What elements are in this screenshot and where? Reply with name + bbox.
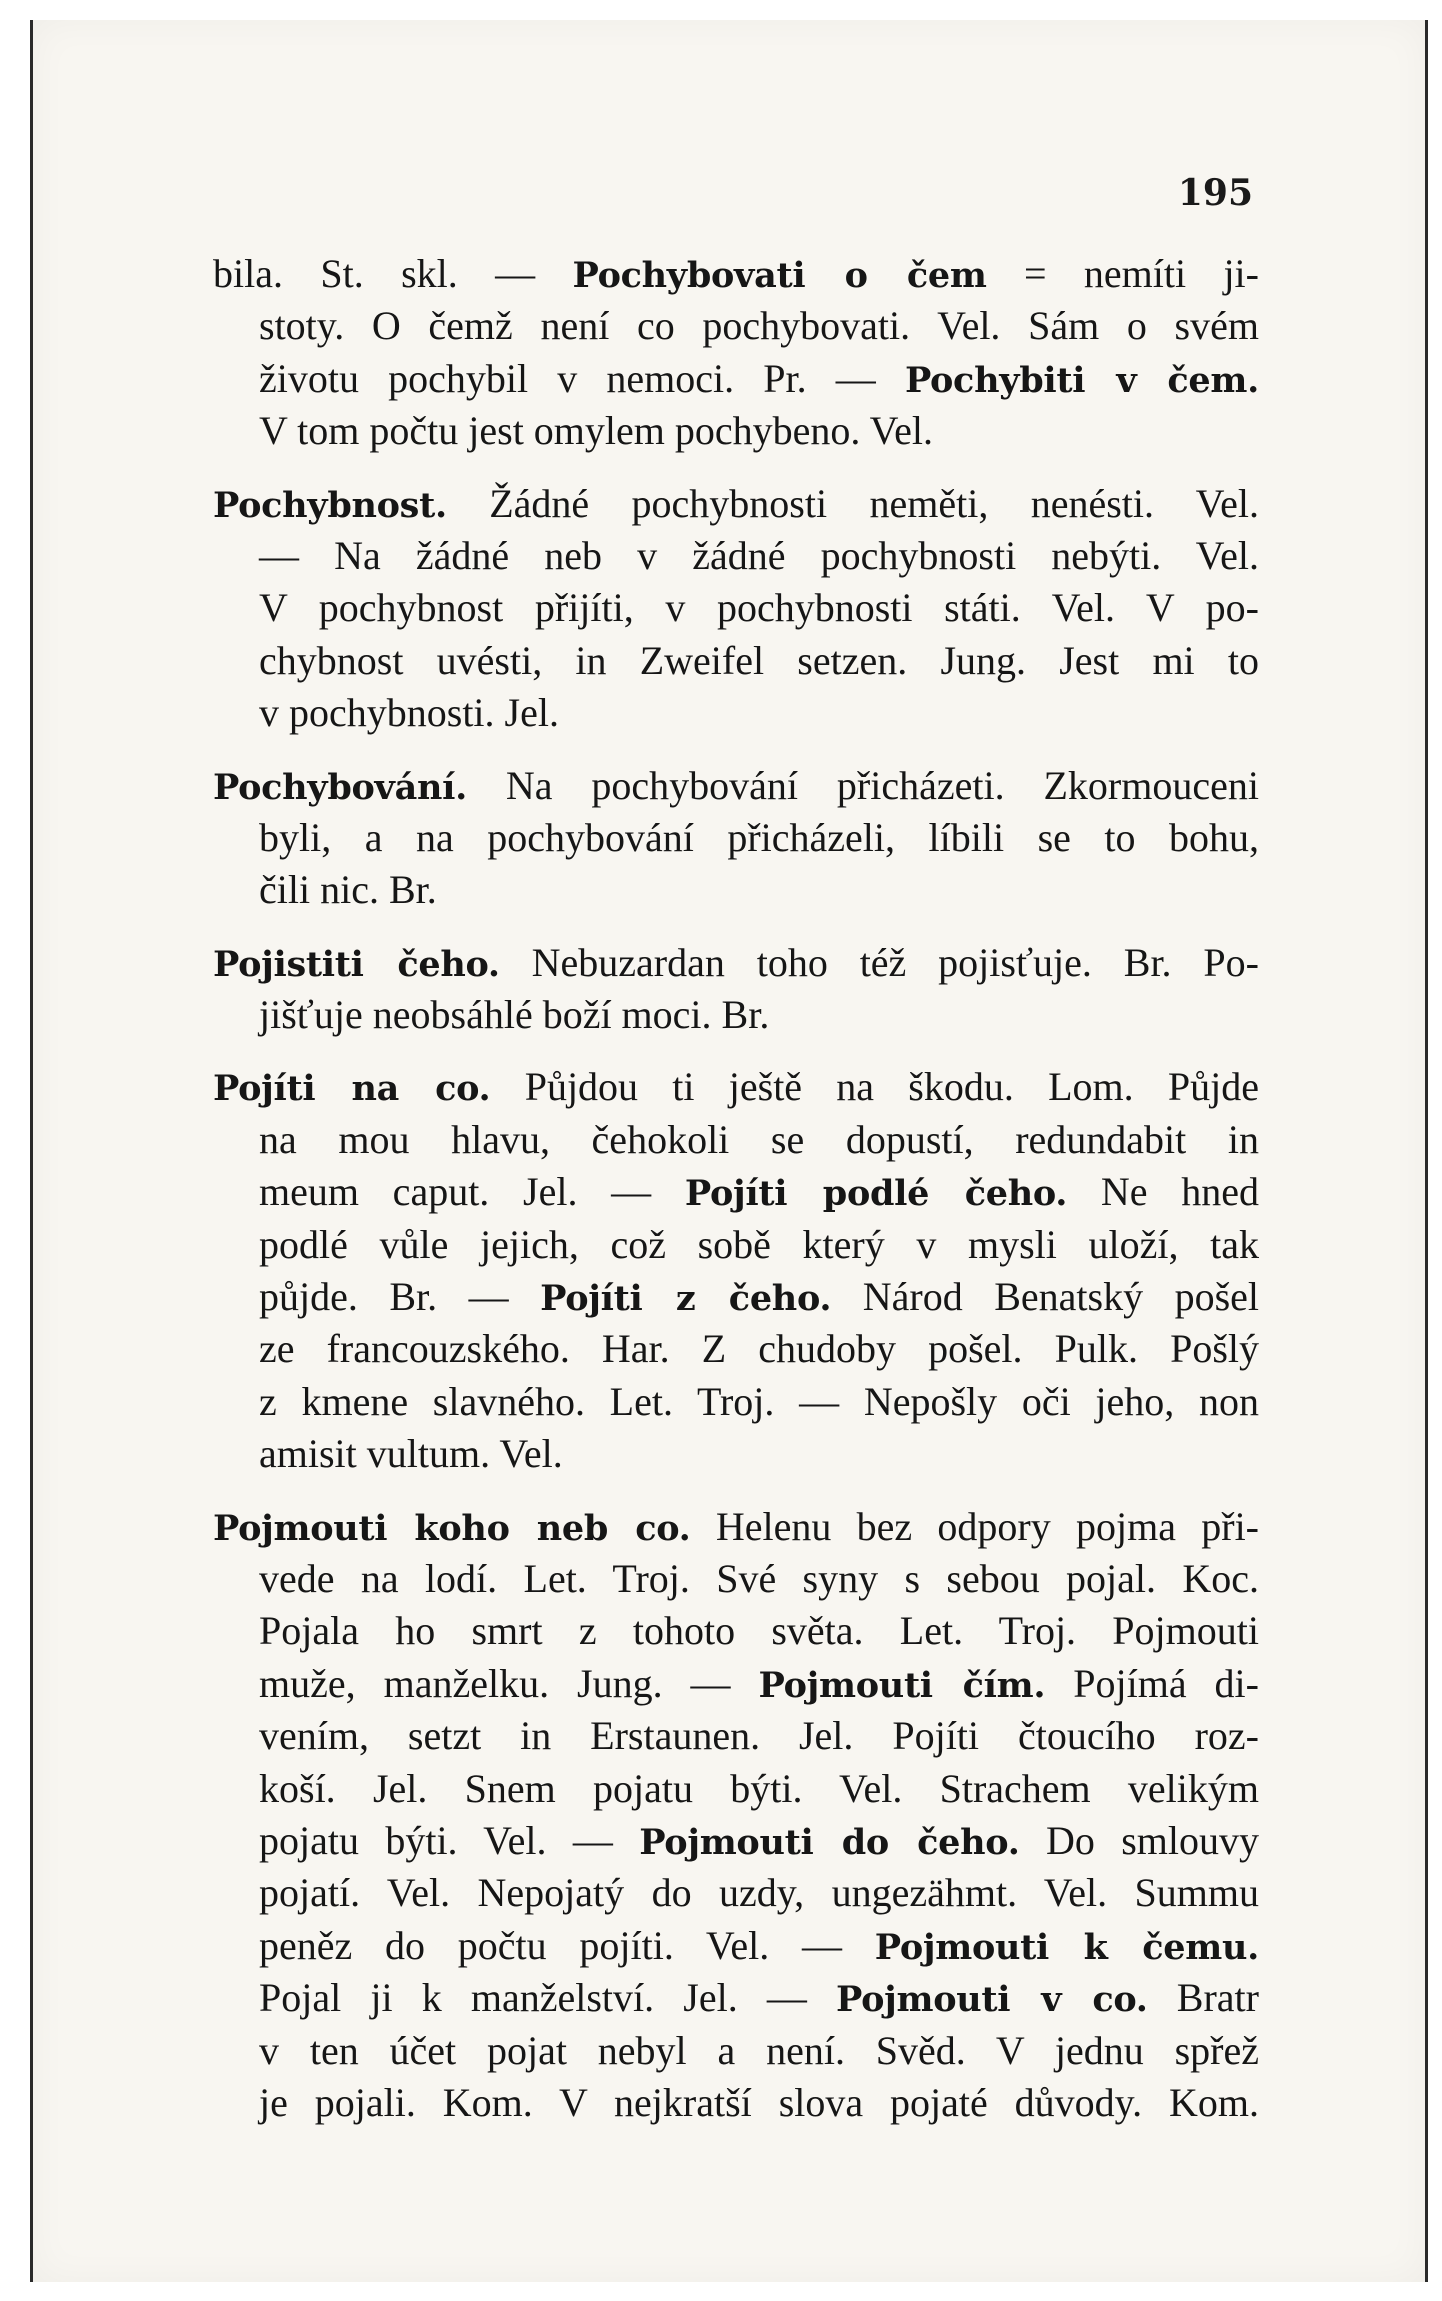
entry-text: pojatu býti. Vel. — (259, 1817, 640, 1863)
headword: Pochybovati o čem (572, 255, 987, 296)
entry-line (213, 1376, 1259, 1428)
entry-spacer (213, 1481, 1259, 1501)
entry-spacer (213, 917, 1259, 937)
entry-text: Půjdou ti ještě na škodu. Lom. Půjde (490, 1064, 1259, 1110)
entry-line (213, 582, 1259, 634)
entry-line (213, 1815, 1259, 1867)
entry-first-line (213, 248, 1259, 300)
entry-line (213, 1166, 1259, 1218)
entry-line (213, 1271, 1259, 1323)
entry-spacer (213, 740, 1259, 760)
entry-line (213, 1710, 1259, 1762)
entry-text: byli, a na pochybování přicházeli, líbili se to bohu, (259, 814, 1259, 860)
entry-text: Pojímá di- (1045, 1660, 1259, 1706)
entry-line (213, 1920, 1259, 1972)
entry-text: vede na lodí. Let. Troj. Své syny s sebou pojal. Koc. (259, 1555, 1259, 1601)
entry-text: pojatí. Vel. Nepojatý do uzdy, ungezähmt. Vel. Summu (259, 1870, 1259, 1916)
entry-text: bila. St. skl. — (213, 251, 573, 296)
entry-spacer (213, 458, 1259, 478)
entry-text: V pochybnost přijíti, v pochybnosti státi. Vel. V po- (259, 585, 1259, 631)
entry-text: meum caput. Jel. — (259, 1169, 685, 1215)
headword: Pochybiti v čem. (904, 359, 1259, 401)
entry-text: Pojala ho smrt z tohoto světa. Let. Troj. Pojmouti (259, 1608, 1259, 1654)
entry-first-line (213, 1501, 1259, 1553)
headword: Pojmouti čím. (758, 1664, 1046, 1706)
entry-line (213, 2077, 1259, 2129)
entry-text: muže, manželku. Jung. — (259, 1660, 759, 1706)
entry-text: Do smlouvy (1019, 1817, 1259, 1863)
entry-line (213, 1219, 1259, 1271)
dictionary-entry (213, 248, 1259, 458)
dictionary-text-block (213, 248, 1259, 2129)
entry-text: jišťuje neobsáhlé boží moci. Br. (259, 992, 770, 1038)
entry-text: vením, setzt in Erstaunen. Jel. Pojíti čtoucího roz- (259, 1713, 1259, 1759)
entry-first-line (213, 937, 1259, 989)
entry-line (213, 1428, 1259, 1480)
entry-text: koší. Jel. Snem pojatu býti. Vel. Strachem velikým (259, 1765, 1259, 1811)
entry-first-line (213, 760, 1259, 812)
entry-text: je pojali. Kom. V nejkratší slova pojaté důvody. Kom. (259, 2079, 1259, 2125)
headword: Pojmouti do čeho. (639, 1821, 1020, 1863)
headword: Pochybování. (213, 766, 467, 808)
entry-text: na mou hlavu, čehokoli se dopustí, redundabit in (259, 1116, 1259, 1162)
dictionary-entry (213, 760, 1259, 917)
entry-line (213, 1972, 1259, 2024)
entry-spacer (213, 1041, 1259, 1061)
headword: Pochybnost. (213, 484, 447, 526)
entry-text: Pojal ji k manželství. Jel. — (259, 1975, 836, 2021)
entry-text: Žádné pochybnosti neměti, nenésti. Vel. (446, 480, 1259, 526)
entry-text: Helenu bez odpory pojma při- (690, 1503, 1259, 1549)
entry-line (213, 1763, 1259, 1815)
headword: Pojmouti v co. (835, 1979, 1148, 2021)
entry-first-line (213, 1061, 1259, 1113)
entry-text: amisit vultum. Vel. (259, 1431, 563, 1477)
headword: Pojmouti koho neb co. (213, 1507, 691, 1549)
entry-line (213, 812, 1259, 864)
entry-line (213, 1605, 1259, 1657)
entry-line (213, 687, 1259, 739)
entry-text: chybnost uvésti, in Zweifel setzen. Jung. Jest mi to (259, 637, 1259, 683)
entry-line (213, 1867, 1259, 1919)
entry-text: v ten účet pojat nebyl a není. Svěd. V jednu spřež (259, 2027, 1259, 2073)
entry-first-line (213, 478, 1259, 530)
entry-text: podlé vůle jejich, což sobě který v mysli uloží, tak (259, 1221, 1259, 1267)
entry-line (213, 353, 1259, 405)
dictionary-entry (213, 1501, 1259, 2130)
entry-line (213, 1658, 1259, 1710)
entry-text: peněz do počtu pojíti. Vel. — (259, 1922, 875, 1968)
page-number: 195 (1177, 172, 1253, 214)
headword: Pojíti podlé čeho. (684, 1173, 1068, 1215)
entry-text: v pochybnosti. Jel. (259, 690, 559, 736)
entry-text: Na pochybování přicházeti. Zkormouceni (466, 762, 1259, 808)
headword: Pojíti na co. (213, 1068, 491, 1110)
entry-text: = nemíti ji- (986, 251, 1259, 296)
headword: Pojmouti k čemu. (874, 1926, 1259, 1968)
dictionary-entry (213, 1061, 1259, 1480)
book-page (30, 20, 1428, 2282)
entry-text: V tom počtu jest omylem pochybeno. Vel. (259, 408, 934, 454)
dictionary-entry (213, 478, 1259, 740)
entry-text: ze francouzského. Har. Z chudoby pošel. Pulk. Pošlý (259, 1326, 1259, 1372)
headword: Pojíti z čeho. (540, 1278, 832, 1320)
dictionary-entry (213, 937, 1259, 1042)
entry-text: půjde. Br. — (259, 1274, 541, 1320)
entry-line (213, 2025, 1259, 2077)
entry-text: z kmene slavného. Let. Troj. — Nepošly oči jeho, non (259, 1378, 1259, 1424)
headword: Pojistiti čeho. (213, 943, 500, 985)
entry-line (213, 300, 1259, 352)
entry-line (213, 530, 1259, 582)
entry-text: stoty. O čemž není co pochybovati. Vel. Sám o svém (259, 303, 1259, 349)
entry-text: čili nic. Br. (259, 867, 437, 913)
entry-text: Ne hned (1067, 1169, 1259, 1215)
entry-text: Nebuzardan toho též pojisťuje. Br. Po- (499, 939, 1259, 985)
entry-line (213, 989, 1259, 1041)
entry-text: — Na žádné neb v žádné pochybnosti nebýti. Vel. (259, 532, 1259, 578)
entry-line (213, 1114, 1259, 1166)
entry-text: životu pochybil v nemoci. Pr. — (259, 355, 905, 401)
entry-line (213, 405, 1259, 457)
entry-line (213, 635, 1259, 687)
entry-text: Bratr (1147, 1975, 1259, 2021)
entry-line (213, 1323, 1259, 1375)
entry-line (213, 1553, 1259, 1605)
entry-text: Národ Benatský pošel (831, 1274, 1259, 1320)
entry-line (213, 864, 1259, 916)
